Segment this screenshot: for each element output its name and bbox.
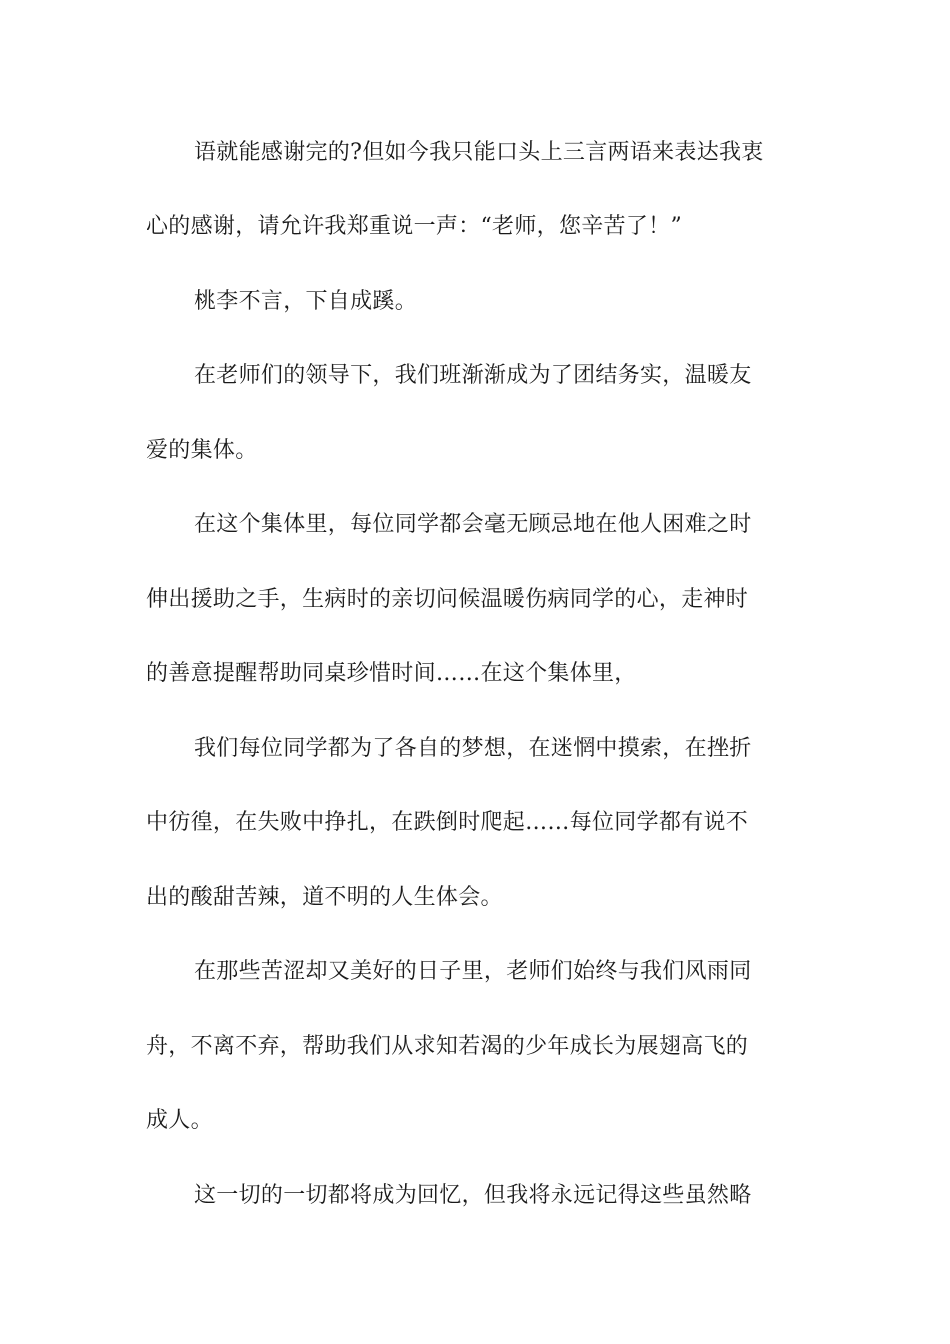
text-line-8: 的善意提醒帮助同桌珍惜时间……在这个集体里，	[146, 661, 637, 686]
text-line-15: 这一切的一切都将成为回忆，但我将永远记得这些虽然略	[194, 1183, 752, 1208]
text-line-10: 中彷徨，在失败中挣扎，在跌倒时爬起……每位同学都有说不	[146, 810, 749, 835]
text-line-9: 我们每位同学都为了各自的梦想，在迷惘中摸索，在挫折	[194, 736, 752, 761]
text-line-14: 成人。	[146, 1108, 213, 1133]
text-line-7: 伸出援助之手，生病时的亲切问候温暖伤病同学的心，走神时	[146, 587, 749, 612]
text-line-2: 心的感谢，请允许我郑重说一声：“老师，您辛苦了！”	[146, 214, 682, 239]
text-line-3: 桃李不言，下自成蹊。	[194, 289, 418, 314]
text-line-1: 语就能感谢完的?但如今我只能口头上三言两语来表达我衷	[194, 140, 764, 165]
text-line-13: 舟，不离不弃，帮助我们从求知若渴的少年成长为展翅高飞的	[146, 1034, 749, 1059]
text-line-6: 在这个集体里，每位同学都会毫无顾忌地在他人困难之时	[194, 512, 752, 537]
text-line-11: 出的酸甜苦辣，道不明的人生体会。	[146, 885, 503, 910]
text-line-5: 爱的集体。	[146, 438, 258, 463]
text-line-4: 在老师们的领导下，我们班渐渐成为了团结务实，温暖友	[194, 363, 752, 388]
text-line-12: 在那些苦涩却又美好的日子里，老师们始终与我们风雨同	[194, 959, 752, 984]
